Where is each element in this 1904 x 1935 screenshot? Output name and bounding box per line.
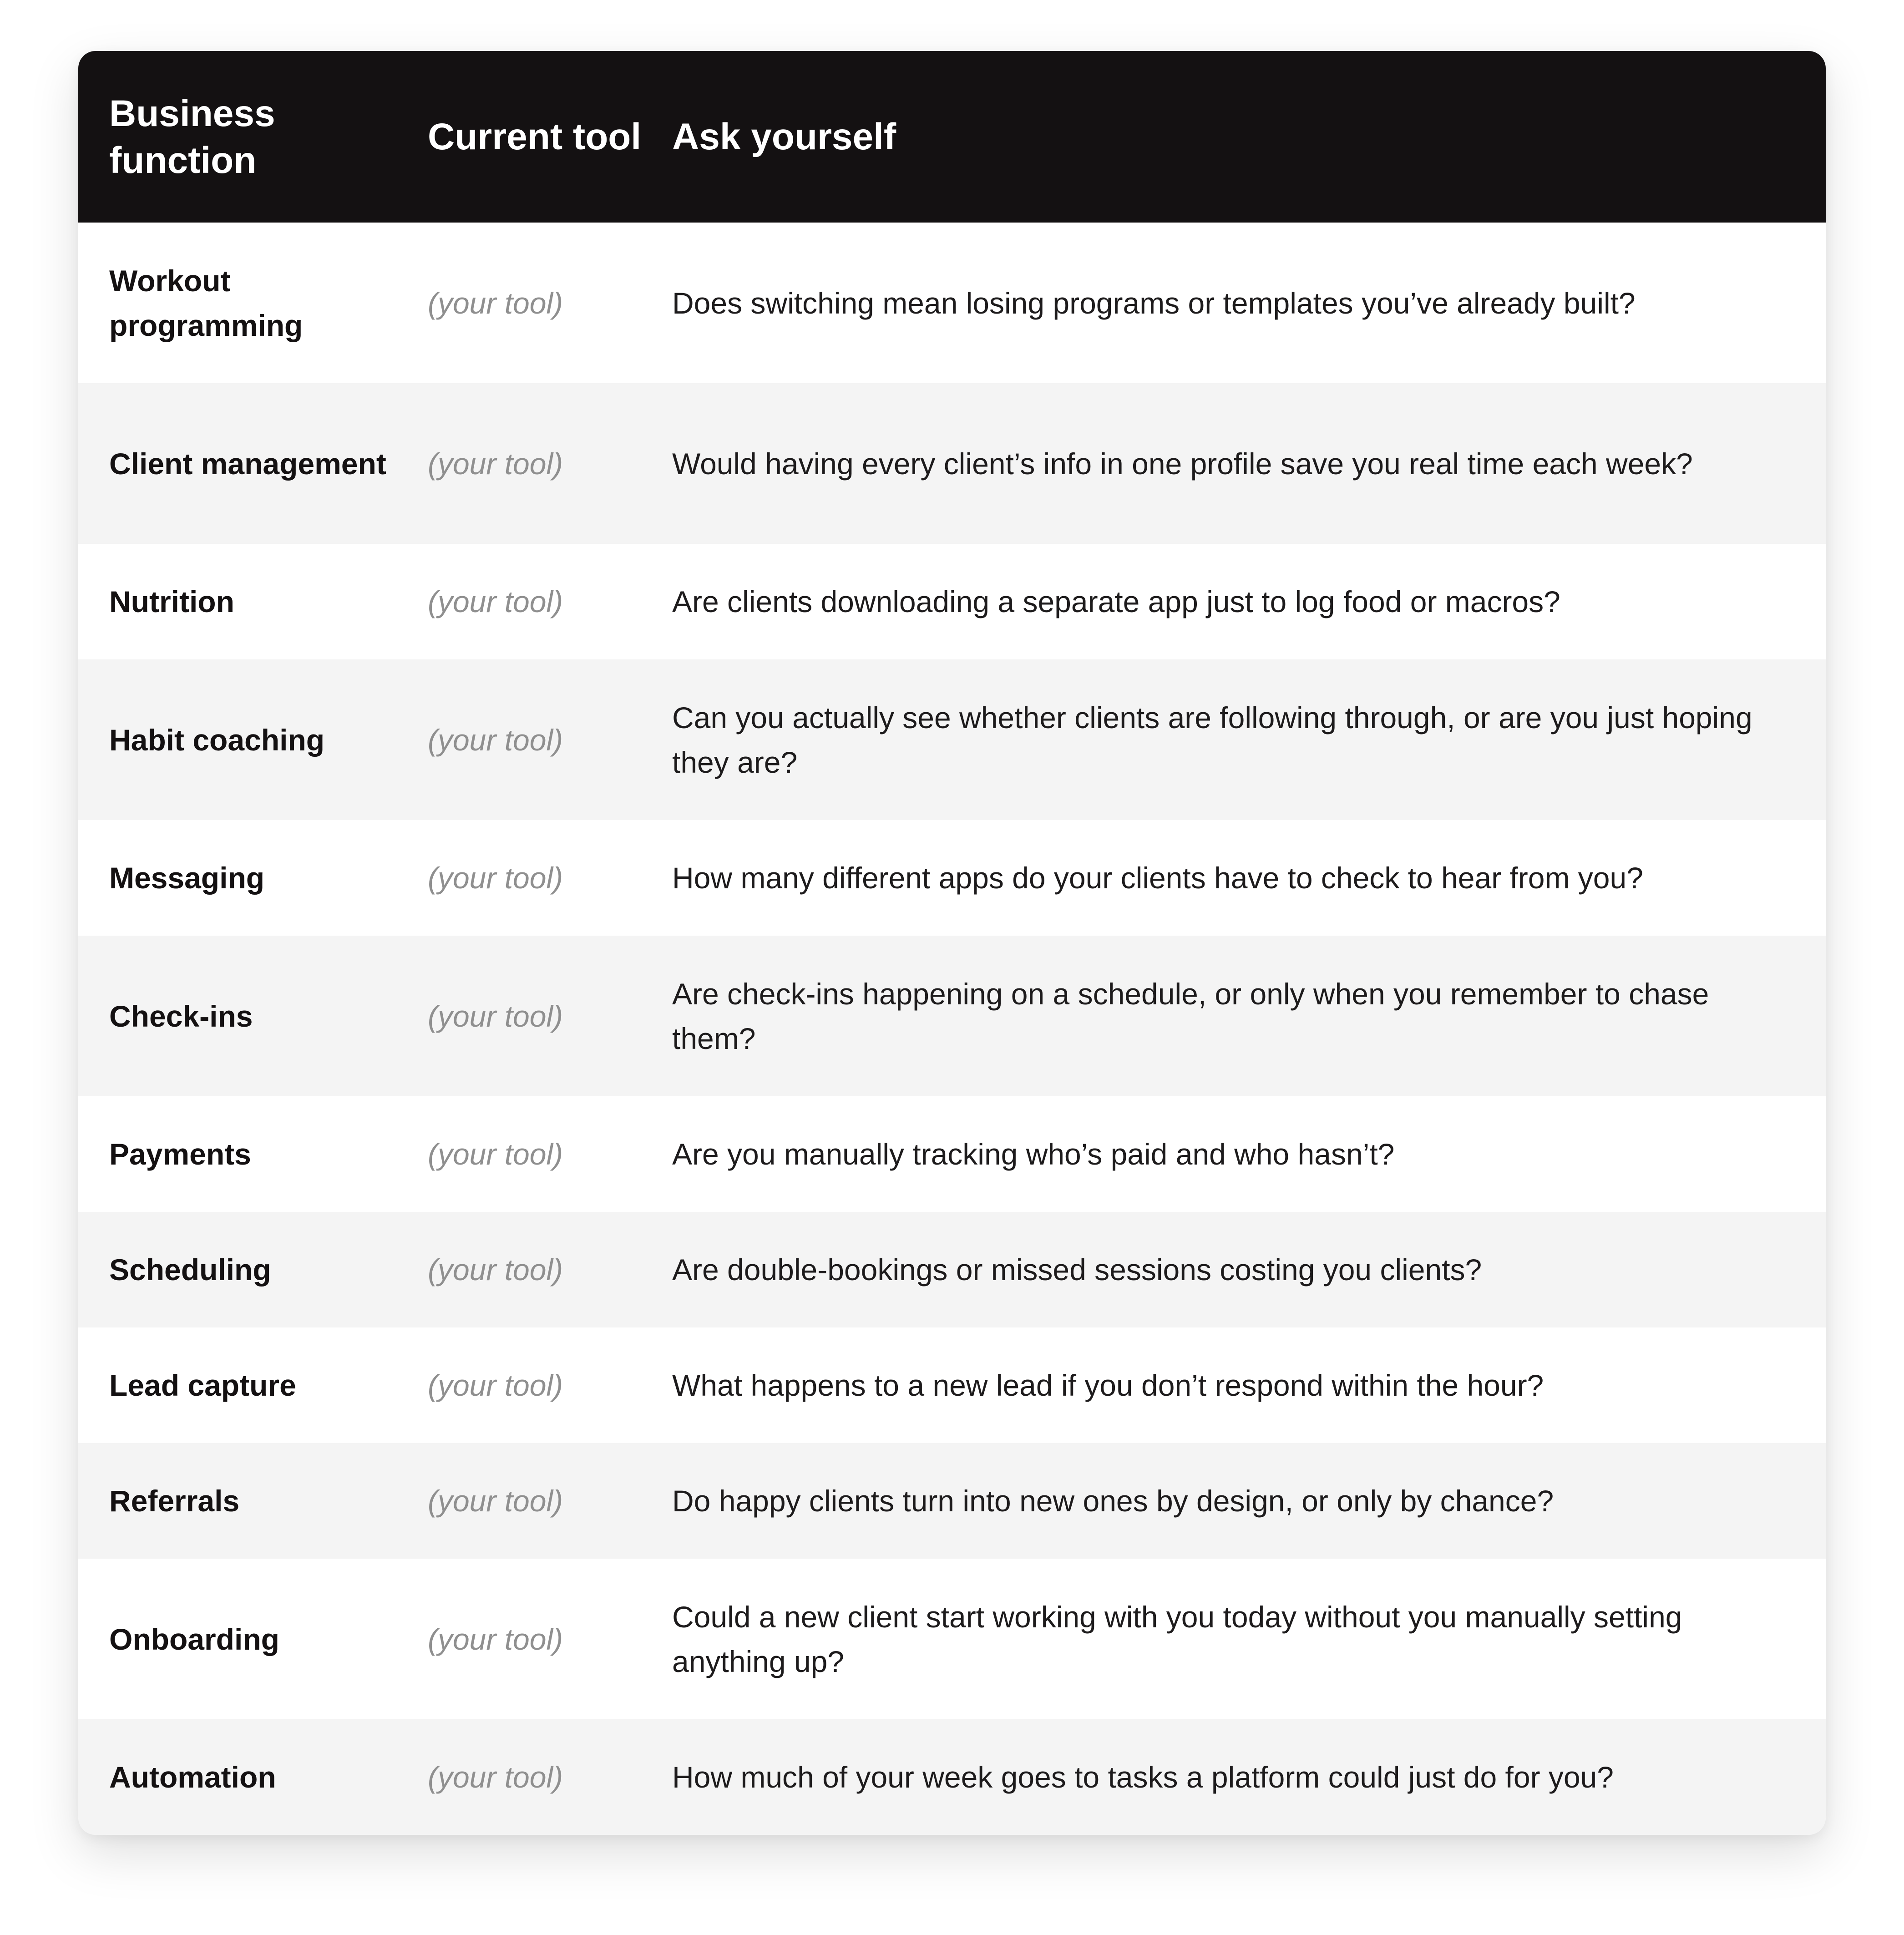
ask-yourself-cell: Are clients downloading a separate app just to log food or macros? [672,585,1560,618]
table-row [78,1559,1826,1719]
table-row [78,1719,1826,1835]
business-function-cell: Referrals [109,1484,240,1518]
business-function-cell: Client management [109,446,386,481]
tool-audit-table [78,51,1826,1835]
ask-yourself-cell: Are you manually tracking who’s paid and who hasn’t? [672,1137,1395,1171]
current-tool-cell: (your tool) [428,1253,563,1287]
current-tool-cell: (your tool) [428,446,563,481]
table-row [78,1443,1826,1559]
ask-yourself-cell: How much of your week goes to tasks a platform could just do for you? [672,1760,1614,1794]
table-row [78,1096,1826,1212]
table-body [78,223,1826,1835]
table-row [78,383,1826,544]
table-row [78,544,1826,659]
current-tool-cell: (your tool) [428,999,563,1033]
current-tool-cell: (your tool) [428,861,563,895]
current-tool-cell: (your tool) [428,585,563,618]
table-row [78,936,1826,1096]
table-row [78,1212,1826,1327]
header-current-tool: Current tool [428,116,642,157]
ask-yourself-cell: Does switching mean losing programs or templates you’ve already built? [672,286,1636,320]
header-row [78,51,1826,223]
table-row [78,659,1826,820]
table-header [78,51,1826,223]
business-function-cell: Automation [109,1760,276,1794]
business-function-cell: Lead capture [109,1368,296,1402]
business-function-cell: Nutrition [109,585,234,618]
ask-yourself-cell: Can you actually see whether clients are following through, or are you just hoping they are? [672,700,1752,779]
ask-yourself-cell: Would having every client’s info in one profile save you real time each week? [672,446,1693,481]
current-tool-cell: (your tool) [428,1622,563,1656]
table-row [78,820,1826,936]
tool-audit-table-card [78,51,1826,1835]
business-function-cell: Workout programming [109,263,303,342]
header-business-function: Business function [109,92,275,181]
business-function-cell: Messaging [109,861,265,895]
ask-yourself-cell: Are check-ins happening on a schedule, or only when you remember to chase them? [672,977,1709,1055]
current-tool-cell: (your tool) [428,1137,563,1171]
business-function-cell: Scheduling [109,1253,271,1287]
current-tool-cell: (your tool) [428,1484,563,1518]
business-function-cell: Payments [109,1137,251,1171]
ask-yourself-cell: Do happy clients turn into new ones by design, or only by chance? [672,1484,1554,1518]
ask-yourself-cell: Are double-bookings or missed sessions costing you clients? [672,1253,1482,1287]
current-tool-cell: (your tool) [428,1368,563,1402]
ask-yourself-cell: Could a new client start working with you today without you manually setting anything up? [672,1600,1682,1678]
current-tool-cell: (your tool) [428,286,563,320]
current-tool-cell: (your tool) [428,723,563,757]
header-ask-yourself: Ask yourself [672,116,896,157]
business-function-cell: Habit coaching [109,723,325,757]
business-function-cell: Check-ins [109,999,253,1033]
business-function-cell: Onboarding [109,1622,279,1656]
current-tool-cell: (your tool) [428,1760,563,1794]
ask-yourself-cell: What happens to a new lead if you don’t respond within the hour? [672,1368,1544,1402]
ask-yourself-cell: How many different apps do your clients have to check to hear from you? [672,861,1643,895]
table-row [78,1327,1826,1443]
table-row [78,223,1826,383]
